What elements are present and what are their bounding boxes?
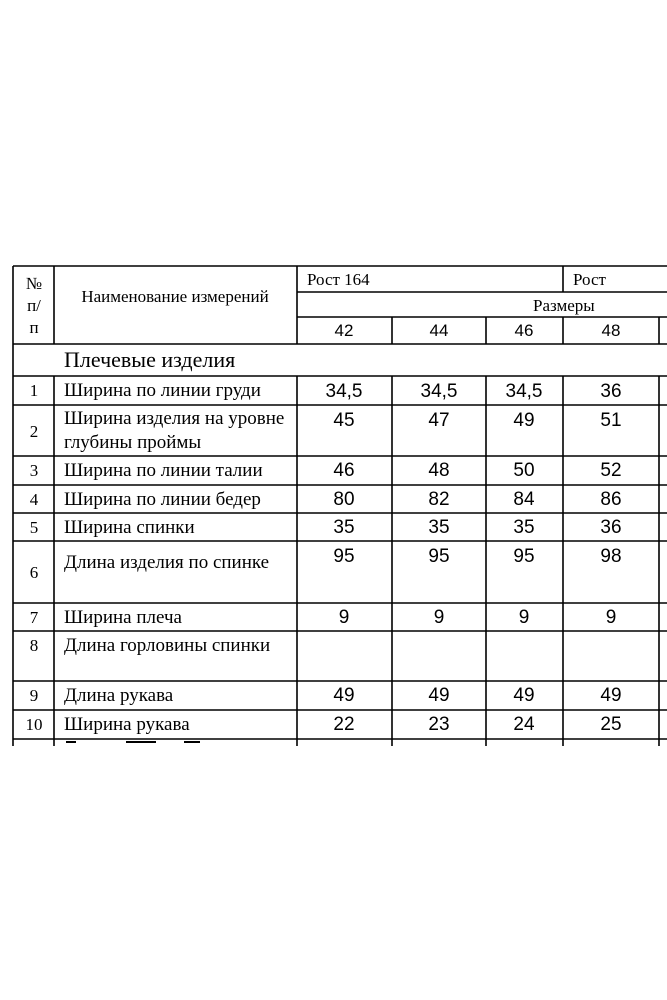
row-value: 34,5 [325, 381, 363, 402]
row-value: 9 [338, 607, 350, 628]
row-label: Ширина рукава [64, 714, 190, 735]
size-46: 46 [514, 321, 534, 340]
row-number: 4 [29, 490, 39, 509]
row-label: Ширина плеча [64, 607, 182, 628]
row-number: 5 [29, 518, 39, 537]
row-label: Длина горловины спинки [64, 635, 271, 656]
row-label: Ширина по линии бедер [64, 489, 261, 510]
row-label: Ширина по линии груди [64, 380, 261, 401]
row-number: 2 [29, 422, 39, 441]
header-height-group-1: Рост 164 [307, 270, 370, 289]
size-48: 48 [601, 321, 621, 340]
row-label: Длина изделия по спинке [64, 552, 270, 573]
row-value: 80 [333, 489, 355, 510]
row-number: 8 [29, 636, 39, 655]
row-label: Ширина по линии талии [64, 460, 263, 481]
row-value: 9 [605, 607, 617, 628]
row-number: 7 [29, 608, 39, 627]
row-value: 25 [600, 714, 622, 735]
row-number: 10 [25, 715, 43, 734]
row-value: 49 [428, 685, 450, 706]
row-value: 49 [513, 410, 535, 431]
row-value: 49 [513, 685, 535, 706]
row-value: 36 [600, 381, 622, 402]
row-value: 22 [333, 714, 355, 735]
row-number: 1 [29, 381, 39, 400]
header-no-label: № п/ п [25, 274, 43, 337]
row-value: 34,5 [420, 381, 458, 402]
row-value: 86 [600, 489, 622, 510]
row-value: 82 [428, 489, 450, 510]
row-value: 24 [513, 714, 535, 735]
row-number: 6 [29, 563, 39, 582]
row-label: Ширина спинки [64, 517, 195, 538]
row-value: 50 [513, 460, 535, 481]
row-value: 35 [428, 517, 450, 538]
cropped-text-fragment [66, 741, 216, 746]
row-value: 35 [333, 517, 355, 538]
row-value: 52 [600, 460, 622, 481]
row-value: 48 [428, 460, 450, 481]
row-value: 34,5 [505, 381, 543, 402]
header-name-label: Наименование измерений [81, 287, 269, 306]
row-value: 23 [428, 714, 450, 735]
row-value: 35 [513, 517, 535, 538]
row-value: 45 [333, 410, 355, 431]
size-42: 42 [334, 321, 354, 340]
header-height-group-2: Рост [573, 270, 606, 289]
row-value: 36 [600, 517, 622, 538]
row-value: 51 [600, 410, 622, 431]
row-value: 47 [428, 410, 450, 431]
row-value: 98 [600, 546, 622, 567]
row-label: Ширина изделия на уровне глубины проймы [64, 408, 285, 453]
section-title: Плечевые изделия [64, 347, 236, 372]
row-value: 95 [333, 546, 355, 567]
row-value: 9 [518, 607, 530, 628]
row-value: 49 [333, 685, 355, 706]
row-number: 3 [29, 461, 39, 480]
row-value: 95 [513, 546, 535, 567]
row-value: 49 [600, 685, 622, 706]
header-sizes-label: Размеры [533, 296, 595, 315]
row-value: 46 [333, 460, 355, 481]
row-value: 9 [433, 607, 445, 628]
size-44: 44 [429, 321, 449, 340]
row-number: 9 [29, 686, 39, 705]
row-value: 95 [428, 546, 450, 567]
row-label: Длина рукава [64, 685, 174, 706]
row-value: 84 [513, 489, 535, 510]
